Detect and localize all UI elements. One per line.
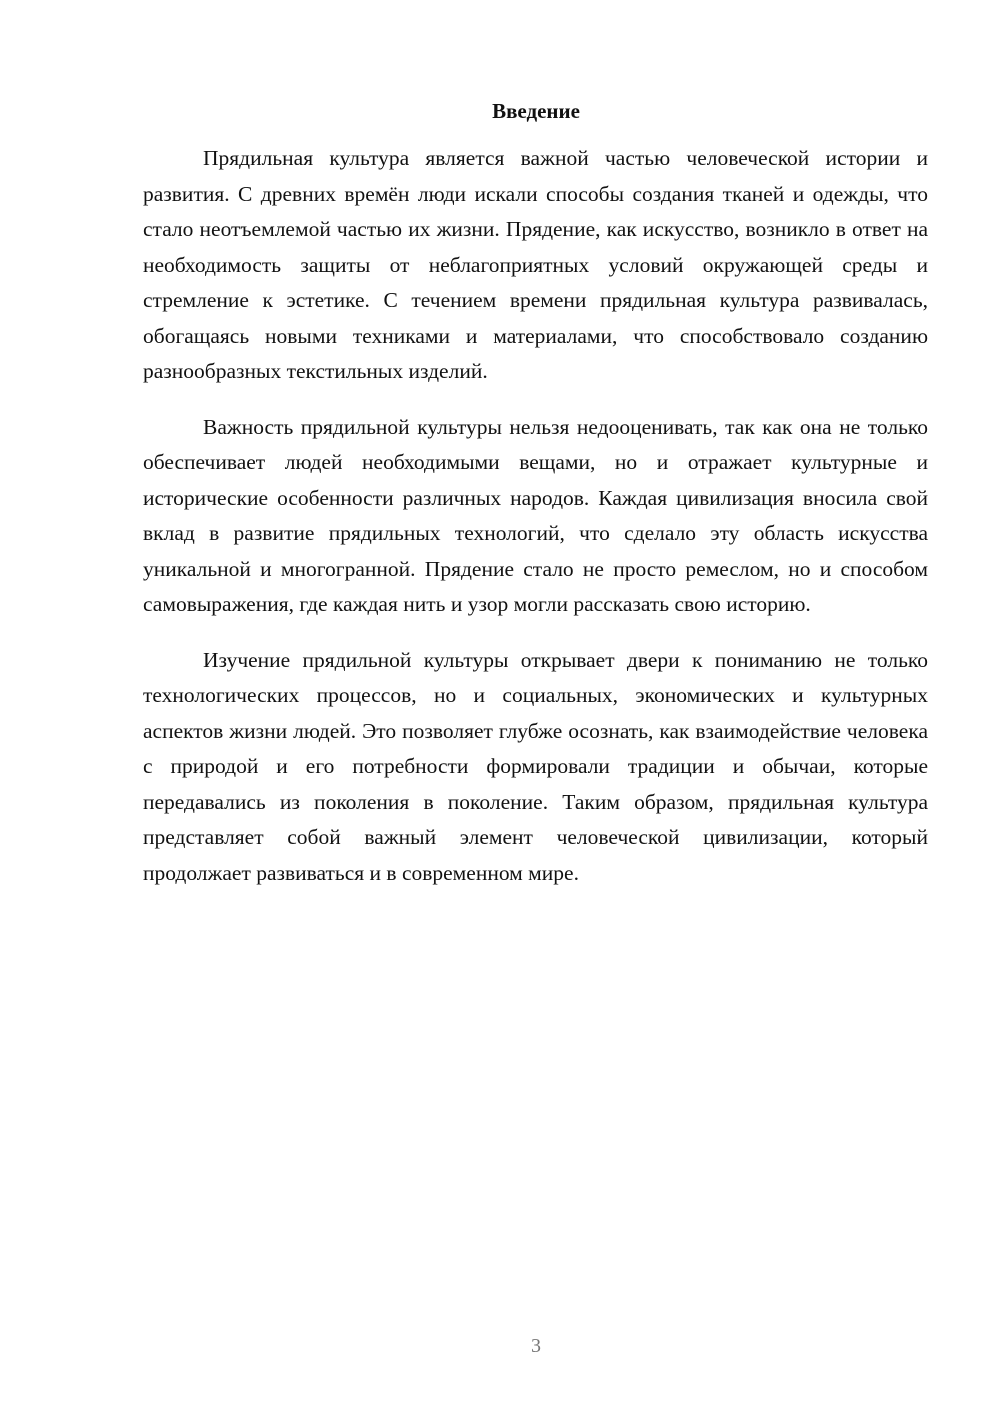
paragraph-1: Прядильная культура является важной частью человеческой истории и развития. С древних времён люди искали способы создания тканей и одежды, что стало неотъемлемой частью их жизни. Прядение, как искусство, возникло в ответ на необходимость защиты от неблагоприятных условий окружающей среды и стремление к эстетике. С течением времени прядильная культура развивалась, обогащаясь новыми техниками и материалами, что способствовало созданию разнообразных текстильных изделий.: [143, 146, 928, 383]
section-title: Введение: [492, 99, 580, 123]
paragraph-3: Изучение прядильной культуры открывает двери к пониманию не только технологических процессов, но и социальных, экономических и культурных аспектов жизни людей. Это позволяет глубже осознать, как взаимодействие человека с природой и его потребности формировали традиции и обычаи, которые передавались из поколения в поколение. Таким образом, прядильная культура представляет собой важный элемент человеческой цивилизации, который продолжает развиваться и в современном мире.: [143, 647, 928, 885]
paragraph-2: Важность прядильной культуры нельзя недооценивать, так как она не только обеспечивает людей необходимыми вещами, но и отражает культурные и исторические особенности различных народов. Каждая цивилизация вносила свой вклад в развитие прядильных технологий, что сделало эту область искусства уникальной и многогранной. Прядение стало не просто ремеслом, но и способом самовыражения, где каждая нить и узор могли рассказать свою историю.: [143, 414, 928, 616]
page-number: 3: [531, 1335, 541, 1357]
body-text: [143, 141, 928, 911]
